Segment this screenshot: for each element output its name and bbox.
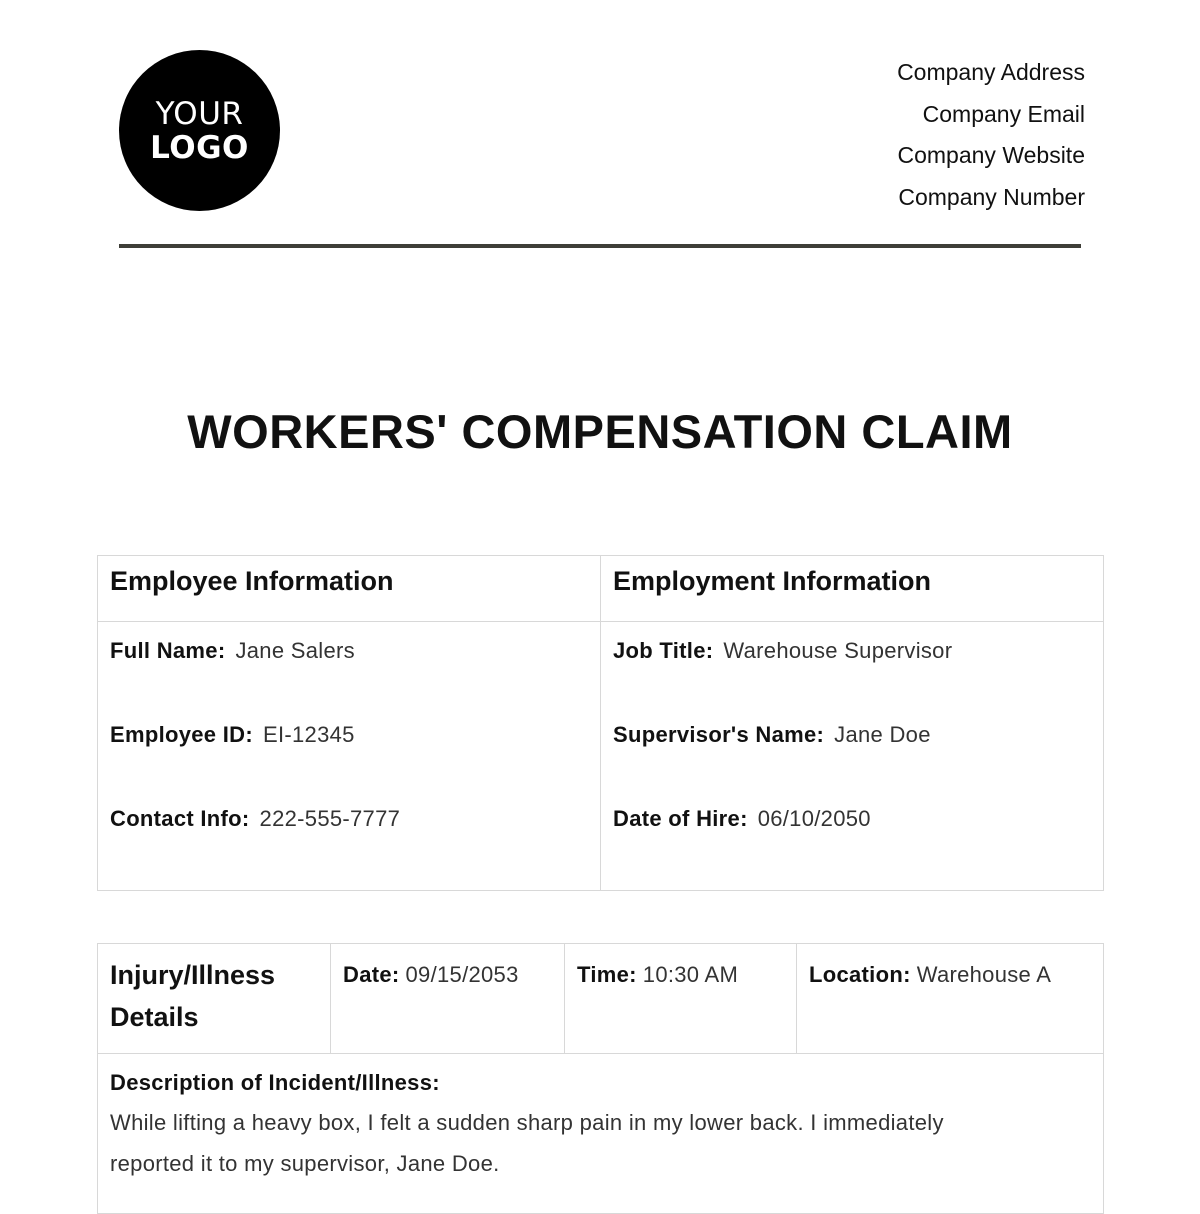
injury-date-label: Date:: [343, 962, 400, 987]
contact-info-label: Contact Info:: [110, 806, 250, 831]
contact-info-value: 222-555-7777: [259, 806, 401, 831]
company-email: Company Email: [922, 100, 1085, 127]
logo-line-1: YOUR: [155, 95, 244, 132]
job-title-field: [613, 638, 1091, 722]
full-name-label: Full Name:: [110, 638, 226, 663]
company-logo: [119, 50, 280, 211]
incident-description-line-2: reported it to my supervisor, Jane Doe.: [110, 1151, 500, 1176]
employment-info-cell: [601, 622, 1104, 891]
employee-info-heading: Employee Information: [98, 556, 601, 622]
injury-date-cell: [331, 944, 565, 1054]
employee-id-value: EI-12345: [262, 722, 355, 747]
logo-line-2: LOGO: [150, 129, 249, 166]
injury-location-label: Location:: [809, 962, 911, 987]
supervisor-label: Supervisor's Name:: [613, 722, 825, 747]
employee-info-cell: [98, 622, 601, 891]
employee-employment-table: [97, 555, 1104, 891]
injury-location-cell: [797, 944, 1104, 1054]
injury-date-value: 09/15/2053: [405, 962, 519, 987]
incident-description-text: [110, 1102, 1091, 1184]
employment-info-heading: Employment Information: [601, 556, 1104, 622]
injury-heading-line-1: Injury/Illness: [110, 960, 276, 990]
injury-time-cell: [565, 944, 797, 1054]
injury-heading: [110, 954, 318, 1038]
contact-info-field: [110, 806, 588, 890]
injury-time-value: 10:30 AM: [642, 962, 739, 987]
job-title-label: Job Title:: [613, 638, 714, 663]
company-address: Company Address: [897, 59, 1085, 85]
injury-details-table: [97, 943, 1104, 1214]
job-title-value: Warehouse Supervisor: [723, 638, 953, 663]
full-name-field: [110, 638, 588, 722]
header-divider: [119, 244, 1081, 248]
incident-description-cell: [98, 1054, 1104, 1214]
employee-id-label: Employee ID:: [110, 722, 253, 747]
supervisor-field: [613, 722, 1091, 806]
injury-time-label: Time:: [577, 962, 637, 987]
injury-heading-cell: [98, 944, 331, 1054]
incident-description-line-1: While lifting a heavy box, I felt a sudden sharp pain in my lower back. I immediately: [110, 1110, 944, 1135]
injury-location-value: Warehouse A: [916, 962, 1052, 987]
supervisor-value: Jane Doe: [834, 722, 931, 747]
injury-heading-line-2: Details: [110, 1002, 199, 1032]
hire-date-label: Date of Hire:: [613, 806, 748, 831]
company-number: Company Number: [898, 184, 1085, 211]
employee-id-field: [110, 722, 588, 806]
hire-date-field: [613, 806, 1091, 890]
incident-description-label: Description of Incident/Illness:: [110, 1070, 440, 1095]
full-name-value: Jane Salers: [235, 638, 355, 663]
company-details: [897, 52, 1085, 219]
document-title: WORKERS' COMPENSATION CLAIM: [187, 405, 1013, 458]
hire-date-value: 06/10/2050: [757, 806, 871, 831]
company-website: Company Website: [897, 142, 1085, 169]
